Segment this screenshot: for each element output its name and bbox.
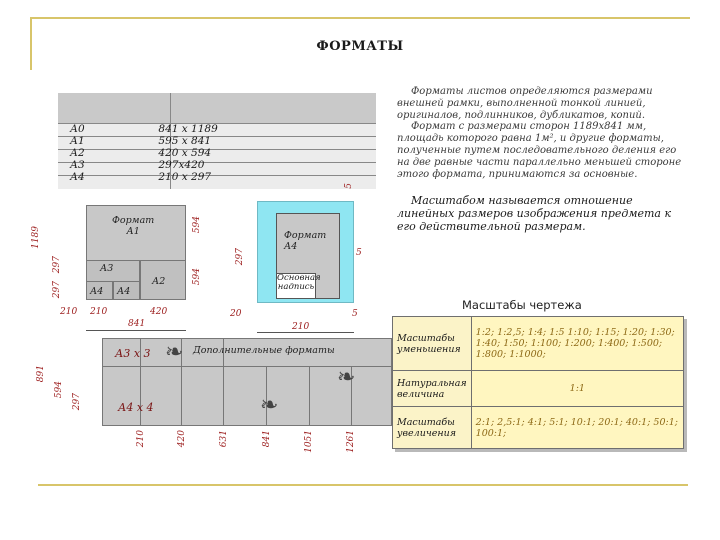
table-row <box>58 123 376 135</box>
dim-297-b: 297 <box>52 281 62 299</box>
a4-sheet-label: Формат А4 <box>284 230 327 252</box>
dim-297-c: 297 <box>235 248 245 266</box>
page-curl-icon: ❧ <box>165 340 184 365</box>
table-row <box>393 317 684 371</box>
dim-420: 420 <box>150 307 168 317</box>
dim-b1051: 1051 <box>304 430 314 453</box>
dim-594-a: 594 <box>192 216 202 234</box>
additional-formats-title: Дополнительные форматы <box>193 345 335 356</box>
page-curl-icon: ❧ <box>337 365 356 390</box>
paragraph: Форматы листов определяются размерами внешней рамки, выполненной тонкой линией, оригиналов, подлинников, дубликатов, копий. <box>397 86 653 121</box>
scale-values: 1:1 <box>471 371 683 407</box>
scale-values: 2:1; 2,5:1; 4:1; 5:1; 10:1; 20:1; 40:1; 50:1; 100:1; <box>471 407 683 449</box>
format-name: А3 <box>70 159 85 171</box>
dim-210-c: 210 <box>292 322 310 332</box>
table-row <box>58 135 376 147</box>
a2-label: А2 <box>152 276 166 287</box>
format-size: 841 х 1189 <box>158 123 218 135</box>
table-row <box>393 371 684 407</box>
format-size: 595 х 841 <box>158 135 212 147</box>
format-name: А1 <box>70 135 85 147</box>
a4x4-label: А4 х 4 <box>118 401 154 414</box>
dim-891: 891 <box>36 365 46 383</box>
a1-label: Формат А1 <box>112 215 155 237</box>
sizes-table-header <box>58 93 376 123</box>
dim-594-c: 594 <box>54 381 64 399</box>
formats-description <box>397 86 689 180</box>
title-block: Основная надпись <box>276 273 316 299</box>
dim-b1261: 1261 <box>346 430 356 453</box>
dim-b420: 420 <box>177 430 187 448</box>
dim-5-b: 5 <box>356 248 362 258</box>
dim-b631: 631 <box>219 430 229 448</box>
sizes-table <box>58 123 376 183</box>
dim-5-c: 5 <box>352 309 358 319</box>
top-border-line <box>30 17 690 19</box>
dim-5-a: 5 <box>344 183 354 189</box>
dim-210-a: 210 <box>60 307 78 317</box>
a3-label: А3 <box>100 263 114 274</box>
dim-594-b: 594 <box>192 268 202 286</box>
slide-title: ФОРМАТЫ <box>316 39 404 54</box>
dim-b841: 841 <box>262 430 272 448</box>
dim-line <box>86 330 186 331</box>
dim-297-d: 297 <box>72 393 82 411</box>
format-size: 210 х 297 <box>158 171 212 183</box>
table-row <box>393 407 684 449</box>
scale-label: Масштабы увеличения <box>393 407 472 449</box>
format-name: А0 <box>70 123 85 135</box>
dim-297-a: 297 <box>52 256 62 274</box>
scales-table <box>392 316 684 449</box>
dim-841: 841 <box>128 319 146 329</box>
scales-title: Масштабы чертежа <box>462 298 582 312</box>
a3x3-label: А3 х 3 <box>115 347 151 360</box>
dim-210-b: 210 <box>90 307 108 317</box>
table-row <box>58 147 376 159</box>
dim-line <box>257 332 354 333</box>
scale-values: 1:2; 1:2,5; 1:4; 1:5 1:10; 1:15; 1:20; 1:30; 1:40; 1:50; 1:100; 1:200; 1:400; 1:500; 1:800; 1:1000; <box>471 317 683 371</box>
format-name: А2 <box>70 147 85 159</box>
dim-1189: 1189 <box>31 226 41 249</box>
table-row <box>58 159 376 171</box>
format-name: А4 <box>70 171 85 183</box>
scales-section <box>392 298 690 458</box>
scale-definition: Масштабом называется отношение линейных размеров изображения предмета к его действительной размерам. <box>397 194 672 233</box>
scale-label: Масштабы уменьшения <box>393 317 472 371</box>
scale-label: Натуральная величина <box>393 371 472 407</box>
format-size: 297х420 <box>158 159 205 171</box>
a4-label-a: А4 <box>90 286 104 297</box>
formats-figure <box>31 88 385 458</box>
dim-b210: 210 <box>136 430 146 448</box>
strip-line <box>309 366 310 426</box>
table-row <box>58 171 376 183</box>
dim-20: 20 <box>230 309 242 319</box>
page-curl-icon: ❧ <box>260 393 279 418</box>
format-size: 420 х 594 <box>158 147 212 159</box>
bottom-border-line <box>38 484 688 486</box>
a4-label-b: А4 <box>117 286 131 297</box>
paragraph: Формат с размерами сторон 1189х841 мм, площадь которого равна 1м², и другие форматы, полученные путем последовательного деления его на две равные части параллельно меньшей стороне этого формата, принимаются за основные. <box>397 121 682 180</box>
